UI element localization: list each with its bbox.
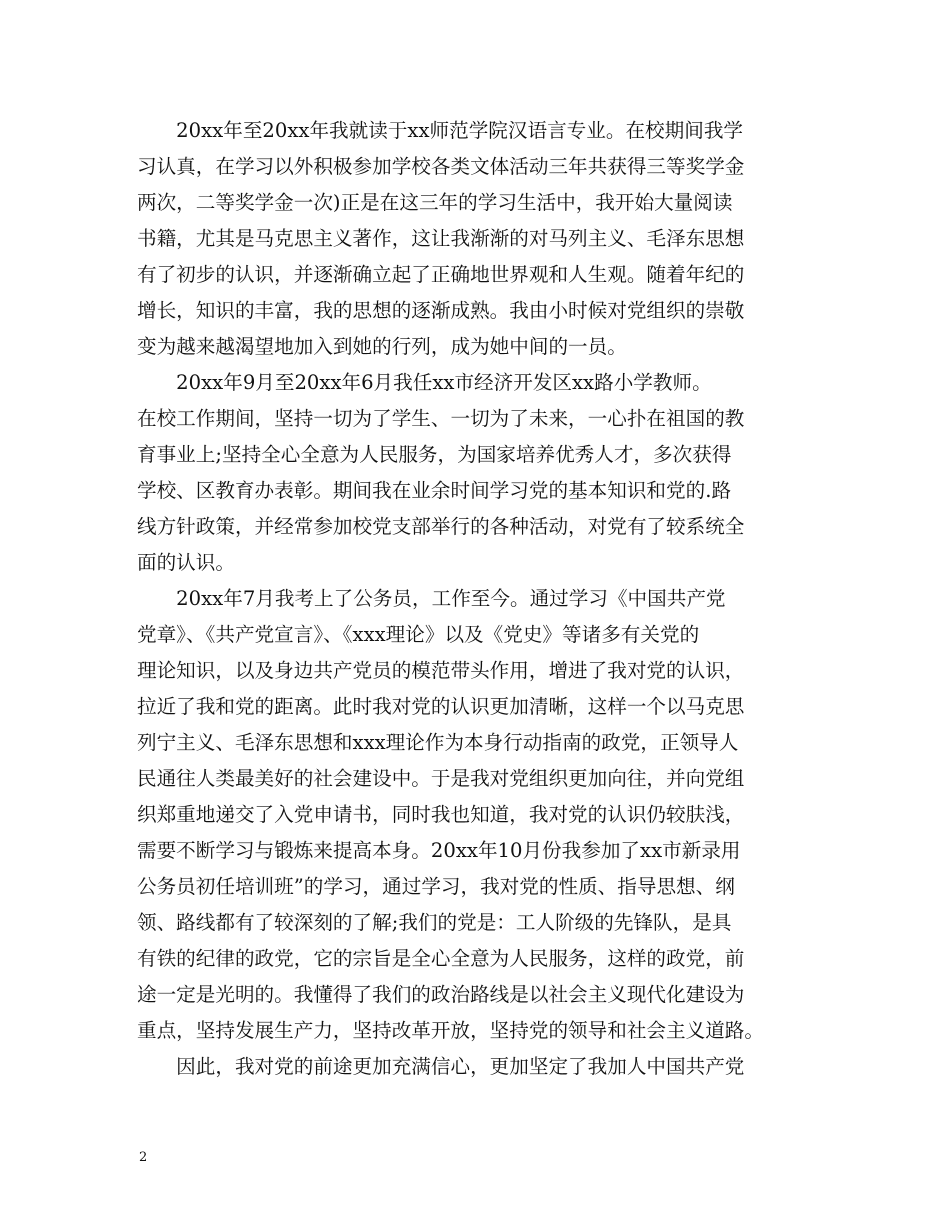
text-line: 面的认识。 [137,551,235,574]
text-line: 20xx年9月至20xx年6月我任xx市经济开发区xx路小学教师。 [137,371,712,394]
text-line: 20xx年7月我考上了公务员，工作至今。通过学习《中国共产党 [137,587,726,610]
text-line: 20xx年至20xx年我就读于xx师范学院汉语言专业。在校期间我学 [137,119,744,142]
text-line: 有铁的纪律的政党，它的宗旨是全心全意为人民服务，这样的政党，前 [137,947,745,970]
text-line: 育事业上;坚持全心全意为人民服务，为国家培养优秀人才，多次获得 [137,443,732,466]
text-line: 两次，二等奖学金一次)正是在这三年的学习生活中，我开始大量阅读 [137,191,733,214]
text-line: 习认真，在学习以外积极参加学校各类文体活动三年共获得三等奖学金 [137,155,745,178]
text-line: 在校工作期间，坚持一切为了学生、一切为了未来，一心扑在祖国的教 [137,407,745,430]
text-line: 需要不断学习与锻炼来提高本身。20xx年10月份我参加了xx市新录用 [137,839,741,862]
text-line: 民通往人类最美好的社会建设中。于是我对党组织更加向往，并向党组 [137,767,745,790]
text-line: 拉近了我和党的距离。此时我对党的认识更加清晰，这样一个以马克思 [137,695,745,718]
text-line: 重点，坚持发展生产力，坚持改革开放，坚持党的领导和社会主义道路。 [137,1019,764,1042]
text-line: 有了初步的认识，并逐渐确立起了正确地世界观和人生观。随着年纪的 [137,263,745,286]
text-line: 线方针政策，并经常参加校党支部举行的各种活动，对党有了较系统全 [137,515,745,538]
text-line: 织郑重地递交了入党申请书，同时我也知道，我对党的认识仍较肤浅， [137,803,745,826]
text-line: 变为越来越渴望地加入到她的行列，成为她中间的一员。 [137,335,627,358]
text-line: 因此，我对党的前途更加充满信心，更加坚定了我加人中国共产党 [137,1055,745,1078]
text-line: 公务员初任培训班”的学习，通过学习，我对党的性质、指导思想、纲 [137,875,735,898]
text-line: 领、路线都有了较深刻的了解;我们的党是：工人阶级的先锋队，是具 [137,911,732,934]
text-line: 增长，知识的丰富，我的思想的逐渐成熟。我由小时候对党组织的崇敬 [137,299,745,322]
text-line: 列宁主义、毛泽东思想和xxx理论作为本身行动指南的政党，正领导人 [137,731,739,754]
text-line: 途一定是光明的。我懂得了我们的政治路线是以社会主义现代化建设为 [137,983,745,1006]
page-number: 2 [139,1150,148,1165]
text-line: 党章》、《共产党宣言》、《xxx理论》以及《党史》等诸多有关党的 [137,623,700,646]
text-line: 理论知识，以及身边共产党员的模范带头作用，增进了我对党的认识， [137,659,745,682]
text-line: 书籍，尤其是马克思主义著作，这让我渐渐的对马列主义、毛泽东思想 [137,227,745,250]
text-line: 学校、区教育办表彰。期间我在业余时间学习党的基本知识和党的.路 [137,479,732,502]
body-text [137,113,837,1085]
